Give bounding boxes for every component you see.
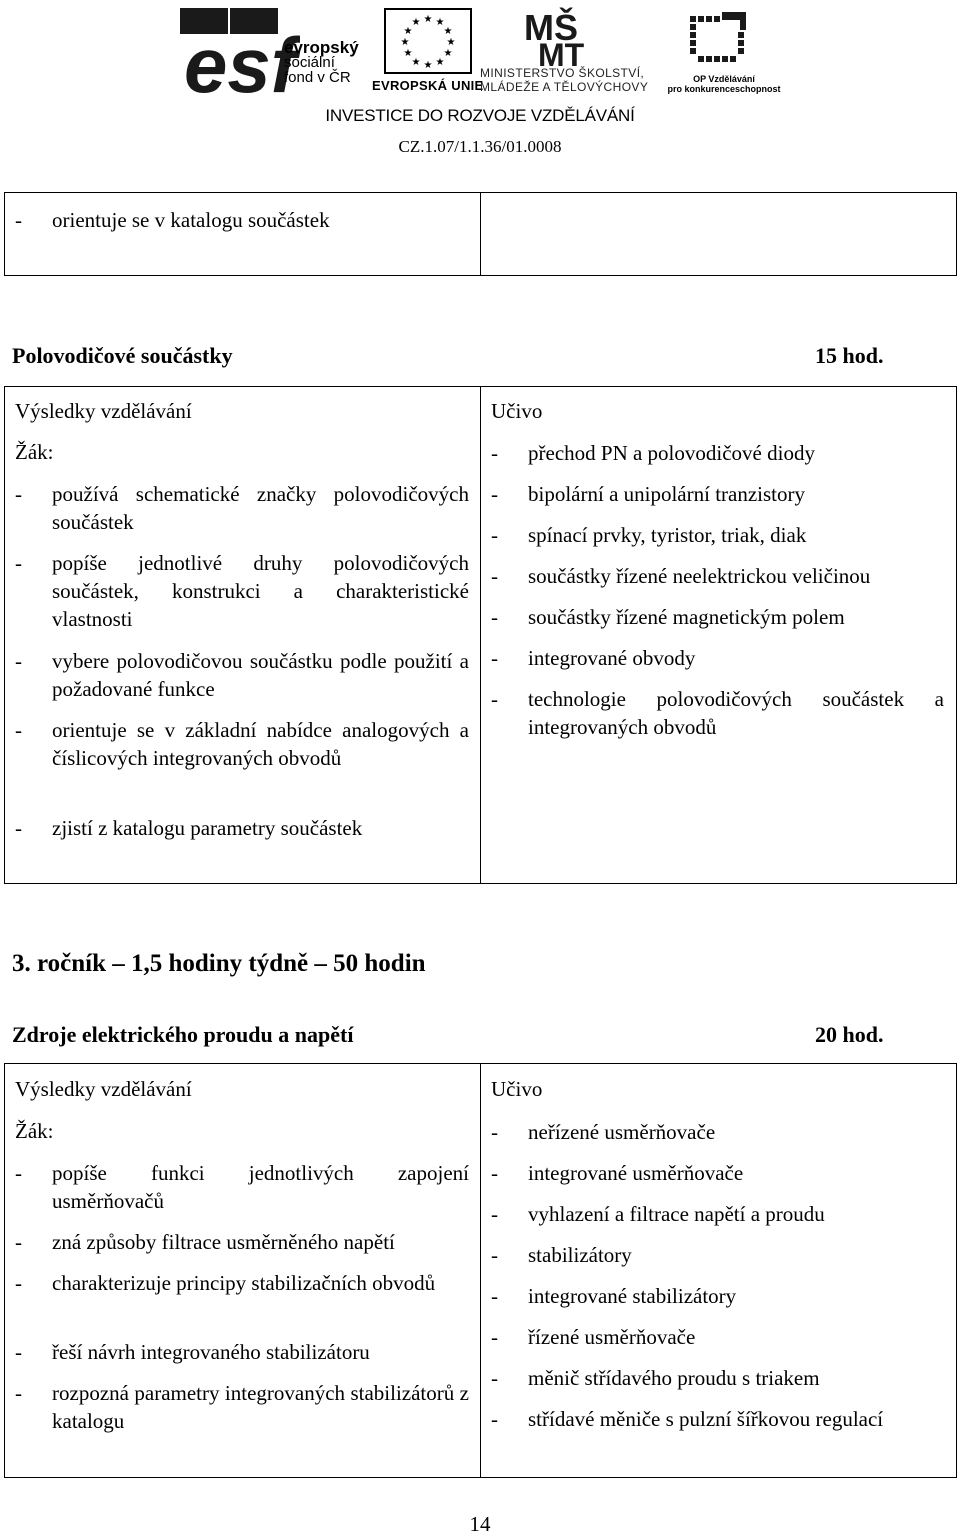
list-item: - zjistí z katalogu parametry součástek [15,816,363,840]
section1-pupil: Žák: [15,440,54,464]
msmt-caption: MINISTERSTVO ŠKOLSTVÍ, MLÁDEŽE A TĚLOVÝCHOVY [480,66,649,94]
list-item: - měnič střídavého proudu s triakem [491,1366,820,1390]
list-item: - součástky řízené magnetickým polem [491,605,845,629]
svg-text:★: ★ [403,26,413,37]
svg-text:★: ★ [443,48,453,59]
list-item: - vyhlazení a filtrace napětí a proudu [491,1202,825,1226]
esf-caption: evropský sociální fond v ČR [284,38,359,86]
list-item: - orientuje se v katalogu součástek [15,208,330,232]
svg-text:★: ★ [435,57,445,68]
svg-text:MT: MT [538,37,585,66]
list-item: - integrované stabilizátory [491,1284,737,1308]
page-number: 14 [469,1512,491,1536]
svg-text:★: ★ [411,17,421,28]
section2-divider [480,1063,481,1478]
msmt-logo-icon [520,6,614,66]
section1-hours: 15 hod. [815,343,884,368]
section1-right-header: Učivo [491,399,543,423]
section2-right-header: Učivo [491,1077,543,1101]
list-item: - integrované obvody [491,646,696,670]
section2-left-header: Výsledky vzdělávání [15,1077,192,1101]
svg-text:esf: esf [184,21,297,96]
project-code: CZ.1.07/1.1.36/01.0008 [398,137,562,156]
svg-text:★: ★ [403,48,413,59]
top-table-divider [480,192,481,276]
svg-text:★: ★ [423,14,433,25]
svg-text:★: ★ [435,17,445,28]
section1-divider [480,386,481,884]
esf-logo-icon [180,8,300,96]
svg-text:★: ★ [411,57,421,68]
section2-title: Zdroje elektrického proudu a napětí [12,1022,354,1047]
list-item: - používá schematické značky polovodičových součástek [15,482,469,534]
list-item: - řízené usměrňovače [491,1325,696,1349]
list-item: - střídavé měniče s pulzní šířkovou regulací [491,1407,884,1431]
svg-text:MŠ: MŠ [524,7,578,48]
section2-hours: 20 hod. [815,1022,884,1047]
eu-flag-icon [384,8,472,74]
svg-text:★: ★ [423,60,433,71]
list-item: - přechod PN a polovodičové diody [491,441,815,465]
list-item: - integrované usměrňovače [491,1161,744,1185]
list-item: - technologie polovodičových součástek a integrovaných obvodů [491,687,944,739]
svg-text:★: ★ [446,37,456,48]
section2-pupil: Žák: [15,1119,54,1143]
list-item: - spínací prvky, tyristor, triak, diak [491,523,807,547]
list-item: - vybere polovodičovou součástku podle použití a požadované funkce [15,649,469,701]
year-heading: 3. ročník – 1,5 hodiny týdně – 50 hodin [12,950,426,977]
page-header [0,0,960,170]
eu-caption: EVROPSKÁ UNIE [372,78,484,93]
op-logo-icon [686,8,754,70]
list-item: - bipolární a unipolární tranzistory [491,482,806,506]
list-item: - řeší návrh integrovaného stabilizátoru [15,1340,370,1364]
investice-banner: INVESTICE DO ROZVOJE VZDĚLÁVÁNÍ [325,106,635,125]
section1-left-header: Výsledky vzdělávání [15,399,192,423]
list-item: - neřízené usměrňovače [491,1120,716,1144]
op-caption: OP Vzdělávání pro konkurenceschopnost [667,74,781,94]
svg-text:★: ★ [400,37,410,48]
list-item: - rozpozná parametry integrovaných stabilizátorů z katalogu [15,1381,469,1433]
list-item: - stabilizátory [491,1243,632,1267]
list-item: - orientuje se v základní nabídce analogových a číslicových integrovaných obvodů [15,718,469,770]
section1-title: Polovodičové součástky [12,343,233,368]
list-item: - charakterizuje principy stabilizačních obvodů [15,1271,436,1295]
svg-text:★: ★ [443,26,453,37]
list-item: - popíše jednotlivé druhy polovodičových součástek, konstrukci a charakteristické vlastnosti [15,551,469,631]
list-item: - popíše funkci jednotlivých zapojení usměrňovačů [15,1161,469,1213]
list-item: - součástky řízené neelektrickou veličinou [491,564,871,588]
list-item: - zná způsoby filtrace usměrněného napětí [15,1230,395,1254]
